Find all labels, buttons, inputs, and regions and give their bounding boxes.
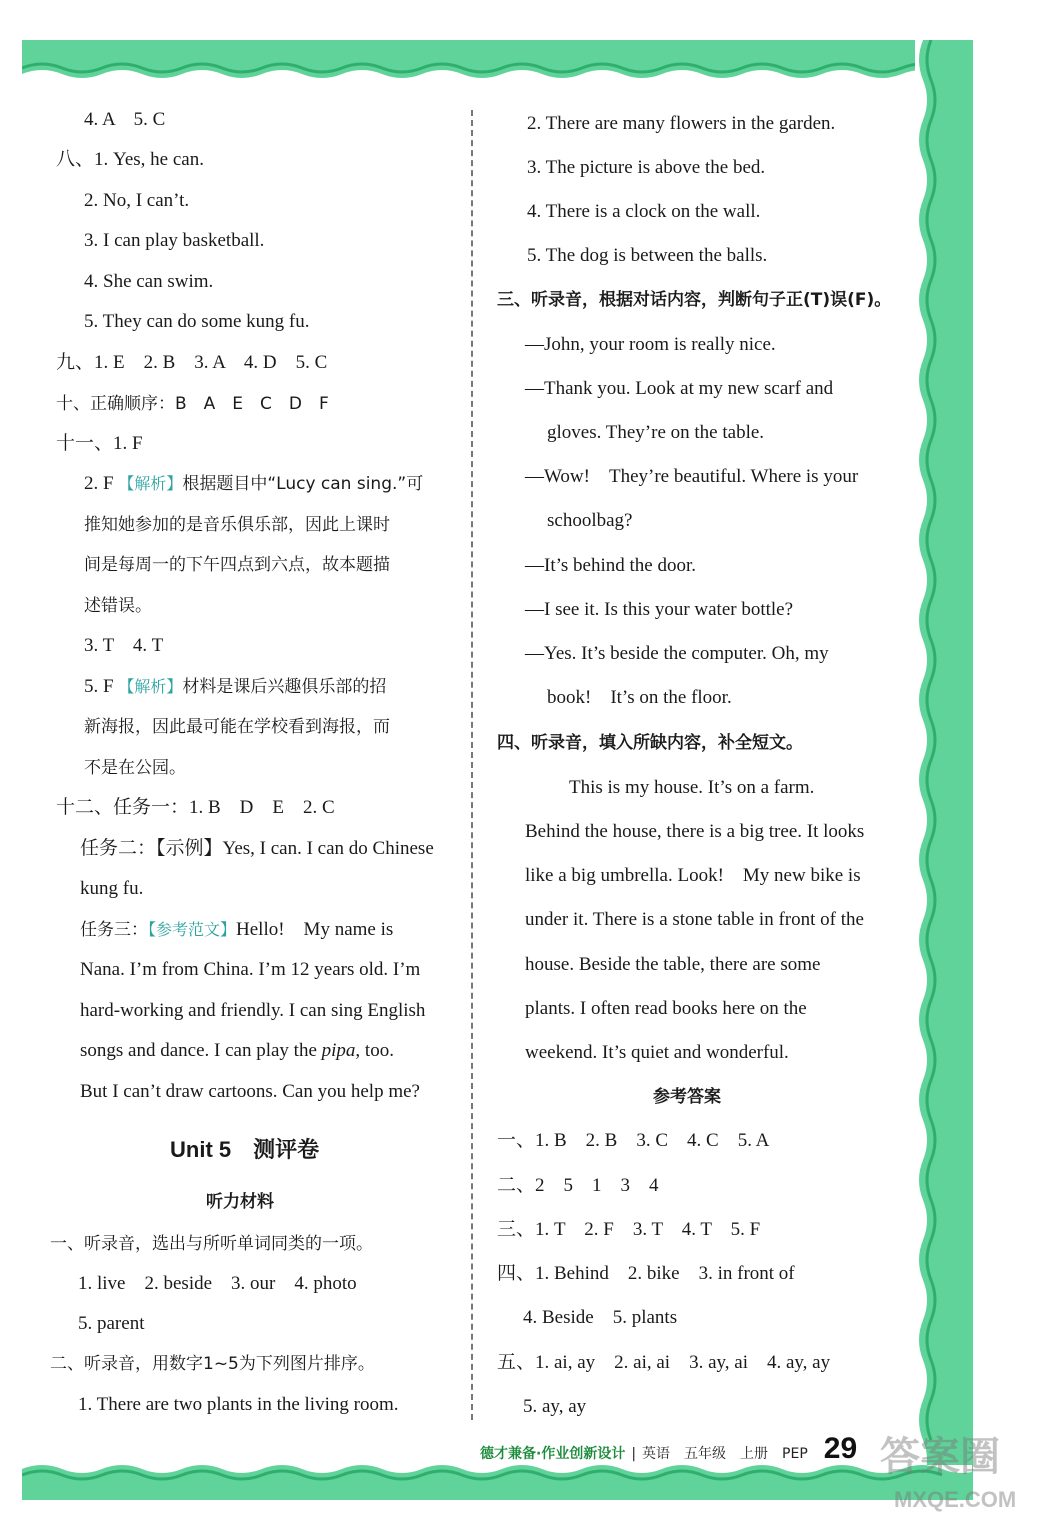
analysis-line: 新海报，因此最可能在学校看到海报，而 [84,717,390,737]
dialogue-line: —Wow! They’re beautiful. Where is your [525,466,859,487]
book-brand: 德才兼备·作业创新设计 [480,1446,626,1462]
essay-line: Nana. I’m from China. I’m 12 years old. I’m [80,959,421,980]
task-line: 任务二：【示例】Yes, I can. I can do Chinese [80,838,434,859]
dialogue-line: —John, your room is really nice. [525,334,776,355]
essay-text: , too. [355,1040,394,1061]
analysis-line: 间是每周一的下午四点到六点，故本题描 [84,555,390,575]
answer-line: 八、1. Yes, he can. [56,149,204,170]
answer-line: 5. The dog is between the balls. [527,245,768,266]
dialogue-line: —Thank you. Look at my new scarf and [525,378,834,399]
watermark-logo: 答案圈 [880,1434,1000,1480]
column-divider [471,110,473,1420]
unit-title: Unit 5 测评卷 [170,1137,320,1162]
essay-line [80,1039,394,1063]
passage-line: This is my house. It’s on a farm. [569,777,815,798]
answer-line: 十二、任务一：1. B D E 2. C [56,797,335,818]
watermark-url: MXQE.COM [894,1487,1017,1512]
dialogue-line: —It’s behind the door. [525,555,696,576]
answer-line: 4. She can swim. [84,271,214,292]
answer-line: 5. ay, ay [523,1396,587,1417]
analysis-text: 材料是课后兴趣俱乐部的招 [182,677,387,697]
task-text: Hello! My name is [236,919,394,940]
section-heading: 四、听录音，填入所缺内容，补全短文。 [497,733,803,753]
analysis-text: 根据题目中“Lucy can sing.”可 [182,474,424,494]
section-heading: 一、听录音，选出与所听单词同类的一项。 [50,1234,373,1254]
essay-line: But I can’t draw cartoons. Can you help me? [80,1081,420,1102]
dialogue-line: book! It’s on the floor. [547,687,732,708]
task-label: 任务三： [80,920,148,940]
answer-number: 5. F [84,676,114,697]
answer-line: 九、1. E 2. B 3. A 4. D 5. C [56,352,328,373]
dialogue-line: schoolbag? [547,510,633,531]
site-watermark [880,1425,1040,1525]
analysis-line: 推知她参加的是音乐俱乐部，因此上课时 [84,515,390,535]
analysis-tag: 【解析】 [118,474,183,493]
dialogue-line: —I see it. Is this your water bottle? [525,599,794,620]
answer-line: 1. live 2. beside 3. our 4. photo [78,1273,357,1294]
frame-right-border [915,40,973,1500]
page-footer [480,1432,858,1465]
passage-line: plants. I often read books here on the [525,998,807,1019]
essay-line: hard-working and friendly. I can sing English [80,1000,426,1021]
answer-line: 5. They can do some kung fu. [84,311,310,332]
section-subtitle: 听力材料 [206,1192,274,1212]
task-line [80,918,393,942]
answer-line: 一、1. B 2. B 3. C 4. C 5. A [497,1130,770,1151]
passage-line: house. Beside the table, there are some [525,954,821,975]
section-heading: 二、听录音，用数字1~5为下列图片排序。 [50,1354,375,1374]
passage-line: weekend. It’s quiet and wonderful. [525,1042,789,1063]
answer-line: 3. T 4. T [84,635,164,656]
answer-number: 2. F [84,473,114,494]
answer-line: 十、正确顺序：B A E C D F [56,394,329,414]
analysis-tag: 【解析】 [118,677,183,696]
answer-line: 四、1. Behind 2. bike 3. in front of [497,1263,795,1284]
book-subject: 英语 五年级 上册 PEP [642,1446,808,1462]
passage-line: like a big umbrella. Look! My new bike is [525,865,861,886]
analysis-line: 不是在公园。 [84,758,186,778]
section-heading: 三、听录音，根据对话内容，判断句子正(T)误(F)。 [497,290,892,310]
essay-italic: pipa [321,1040,356,1061]
answer-section-title: 参考答案 [653,1087,721,1107]
answer-line: 三、1. T 2. F 3. T 4. T 5. F [497,1219,761,1240]
dialogue-line: —Yes. It’s beside the computer. Oh, my [525,643,829,664]
essay-text: songs and dance. I can play the [80,1040,322,1061]
dialogue-line: gloves. They’re on the table. [547,422,765,443]
answer-line: 4. Beside 5. plants [523,1307,678,1328]
analysis-line [84,675,386,699]
analysis-line [84,472,423,496]
answer-line: 1. There are two plants in the living room. [78,1394,399,1415]
answer-line: 4. A 5. C [84,109,166,130]
answer-line: 五、1. ai, ay 2. ai, ai 3. ay, ai 4. ay, ay [497,1352,831,1373]
answer-line: 2. No, I can’t. [84,190,190,211]
answer-line: 十一、1. F [56,433,143,454]
footer-separator: | [631,1446,637,1462]
answer-line: 3. The picture is above the bed. [527,157,766,178]
answer-line: 5. parent [78,1313,145,1334]
passage-line: Behind the house, there is a big tree. It looks [525,821,865,842]
answer-line: 4. There is a clock on the wall. [527,201,761,222]
frame-top-border [22,40,972,80]
answer-line: 二、2 5 1 3 4 [497,1175,659,1196]
passage-line: under it. There is a stone table in front of the [525,909,864,930]
reference-tag: 【参考范文】 [148,920,237,939]
answer-line: 3. I can play basketball. [84,230,265,251]
task-line: kung fu. [80,878,144,899]
page-number: 29 [823,1432,858,1465]
answer-line: 2. There are many flowers in the garden. [527,113,836,134]
analysis-line: 述错误。 [84,596,152,616]
